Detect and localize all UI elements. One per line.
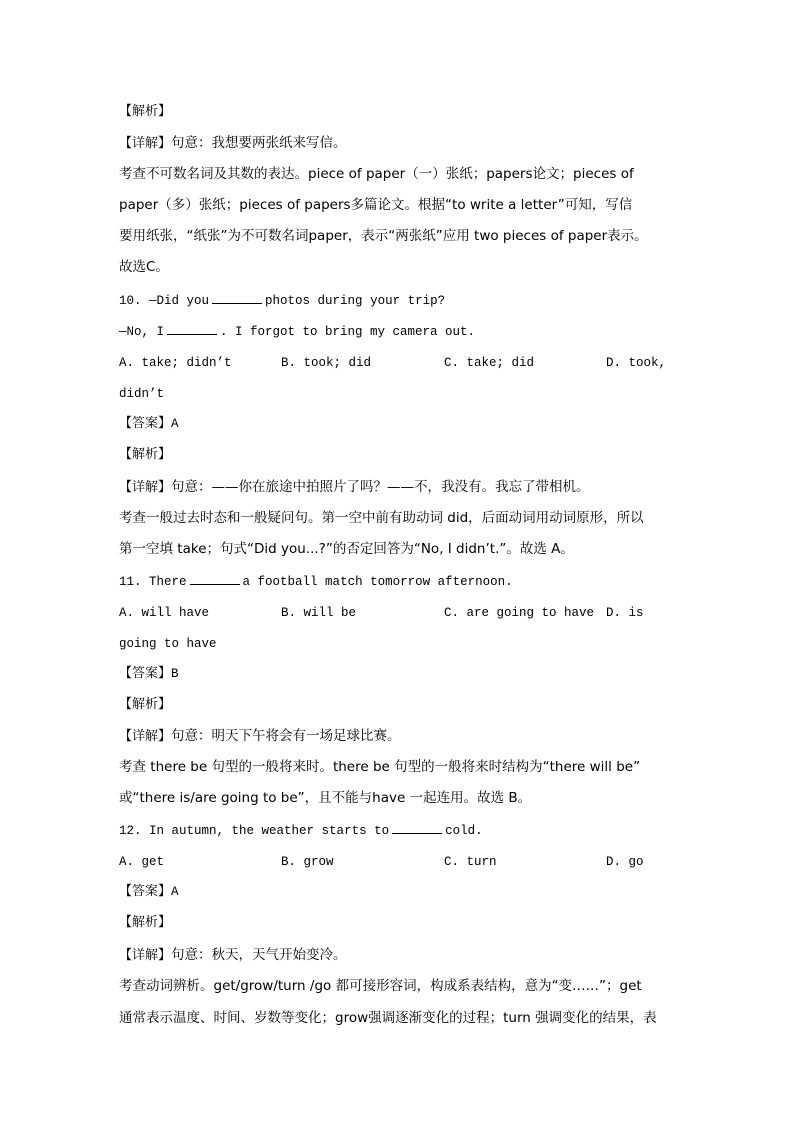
- answer-value: A: [171, 885, 179, 899]
- detail-meaning: [119, 726, 401, 746]
- detail-label: 【详解】: [119, 729, 172, 744]
- option-a: A. get: [119, 855, 165, 869]
- explanation-line: 或“there is/are going to be”，且不能与have 一起连用。故选 B。: [119, 790, 532, 806]
- explanation-line: 考查动词辨析。get/grow/turn /go 都可接形容词，构成系表结构，意为“变……”；get: [119, 978, 642, 994]
- meaning-text: 句意：我想要两张纸来写信。: [171, 135, 347, 151]
- analysis-heading: 【解析】: [119, 697, 172, 712]
- detail-meaning: [119, 133, 347, 153]
- question-number: 11.: [119, 575, 142, 589]
- answer-value: B: [171, 667, 179, 681]
- explanation-line: 考查 there be 句型的一般将来时。there be 句型的一般将来时结构为“there will be”: [119, 759, 641, 775]
- answer-label: 【答案】: [119, 416, 172, 431]
- stem-text: a football match tomorrow afternoon.: [242, 575, 513, 589]
- answer-label: 【答案】: [119, 666, 172, 681]
- option-c: C. are going to have: [444, 606, 595, 620]
- analysis-heading: 【解析】: [119, 104, 172, 119]
- answer-line: [119, 882, 179, 902]
- question-10-stem: [119, 291, 445, 311]
- option-d: D. took,: [606, 356, 667, 370]
- explanation-line: 考查一般过去时态和一般疑问句。第一空中前有助动词 did，后面动词用动词原形，所以: [119, 510, 644, 526]
- answer-blank: [212, 291, 262, 304]
- option-a: A. will have: [119, 606, 210, 620]
- stem-text: . I forgot to bring my camera out.: [220, 325, 476, 339]
- explanation-line: 考查不可数名词及其数的表达。piece of paper（一）张纸；papers论文；pieces of: [119, 166, 634, 182]
- analysis-heading: 【解析】: [119, 447, 172, 462]
- stem-text: photos during your trip?: [265, 294, 446, 308]
- explanation-line: 故选C。: [119, 259, 169, 275]
- answer-blank: [167, 322, 217, 335]
- detail-meaning: [119, 477, 590, 497]
- option-d-wrap: didn’t: [119, 387, 165, 401]
- stem-text: —No, I: [119, 325, 165, 339]
- option-b: B. took; did: [281, 356, 372, 370]
- question-12-stem: [119, 821, 483, 841]
- question-number: 10.: [119, 294, 142, 308]
- answer-label: 【答案】: [119, 884, 172, 899]
- meaning-text: 句意：——你在旅途中拍照片了吗？——不，我没有。我忘了带相机。: [171, 479, 590, 495]
- meaning-text: 句意：秋天，天气开始变冷。: [171, 947, 347, 963]
- option-b: B. will be: [281, 606, 357, 620]
- stem-text: There: [149, 575, 187, 589]
- meaning-text: 句意：明天下午将会有一场足球比赛。: [171, 728, 401, 744]
- answer-blank: [392, 821, 442, 834]
- option-d-wrap: going to have: [119, 637, 217, 651]
- option-d: D. go: [606, 855, 644, 869]
- question-10-stem-2: [119, 322, 475, 342]
- answer-value: A: [171, 417, 179, 431]
- stem-text: cold.: [445, 824, 483, 838]
- option-b: B. grow: [281, 855, 334, 869]
- explanation-line: 通常表示温度、时间、岁数等变化；grow强调逐渐变化的过程；turn 强调变化的结果，表: [119, 1010, 657, 1026]
- stem-text: —Did you: [149, 294, 210, 308]
- explanation-line: 第一空填 take；句式“Did you...?”的否定回答为“No, I didn’t.”。故选 A。: [119, 541, 574, 557]
- option-c: C. take; did: [444, 356, 535, 370]
- detail-label: 【详解】: [119, 948, 172, 963]
- question-11-stem: [119, 572, 513, 592]
- analysis-heading: 【解析】: [119, 915, 172, 930]
- explanation-line: paper（多）张纸；pieces of papers多篇论文。根据“to write a letter”可知，写信: [119, 197, 633, 213]
- option-a: A. take; didn’t: [119, 356, 232, 370]
- detail-label: 【详解】: [119, 136, 172, 151]
- answer-blank: [190, 572, 240, 585]
- option-d: D. is: [606, 606, 644, 620]
- question-number: 12.: [119, 824, 142, 838]
- answer-line: [119, 414, 179, 434]
- answer-line: [119, 664, 179, 684]
- explanation-line: 要用纸张，“纸张”为不可数名词paper，表示“两张纸”应用 two pieces of paper表示。: [119, 228, 648, 244]
- detail-meaning: [119, 945, 347, 965]
- detail-label: 【详解】: [119, 480, 172, 495]
- stem-text: In autumn, the weather starts to: [149, 824, 390, 838]
- option-c: C. turn: [444, 855, 497, 869]
